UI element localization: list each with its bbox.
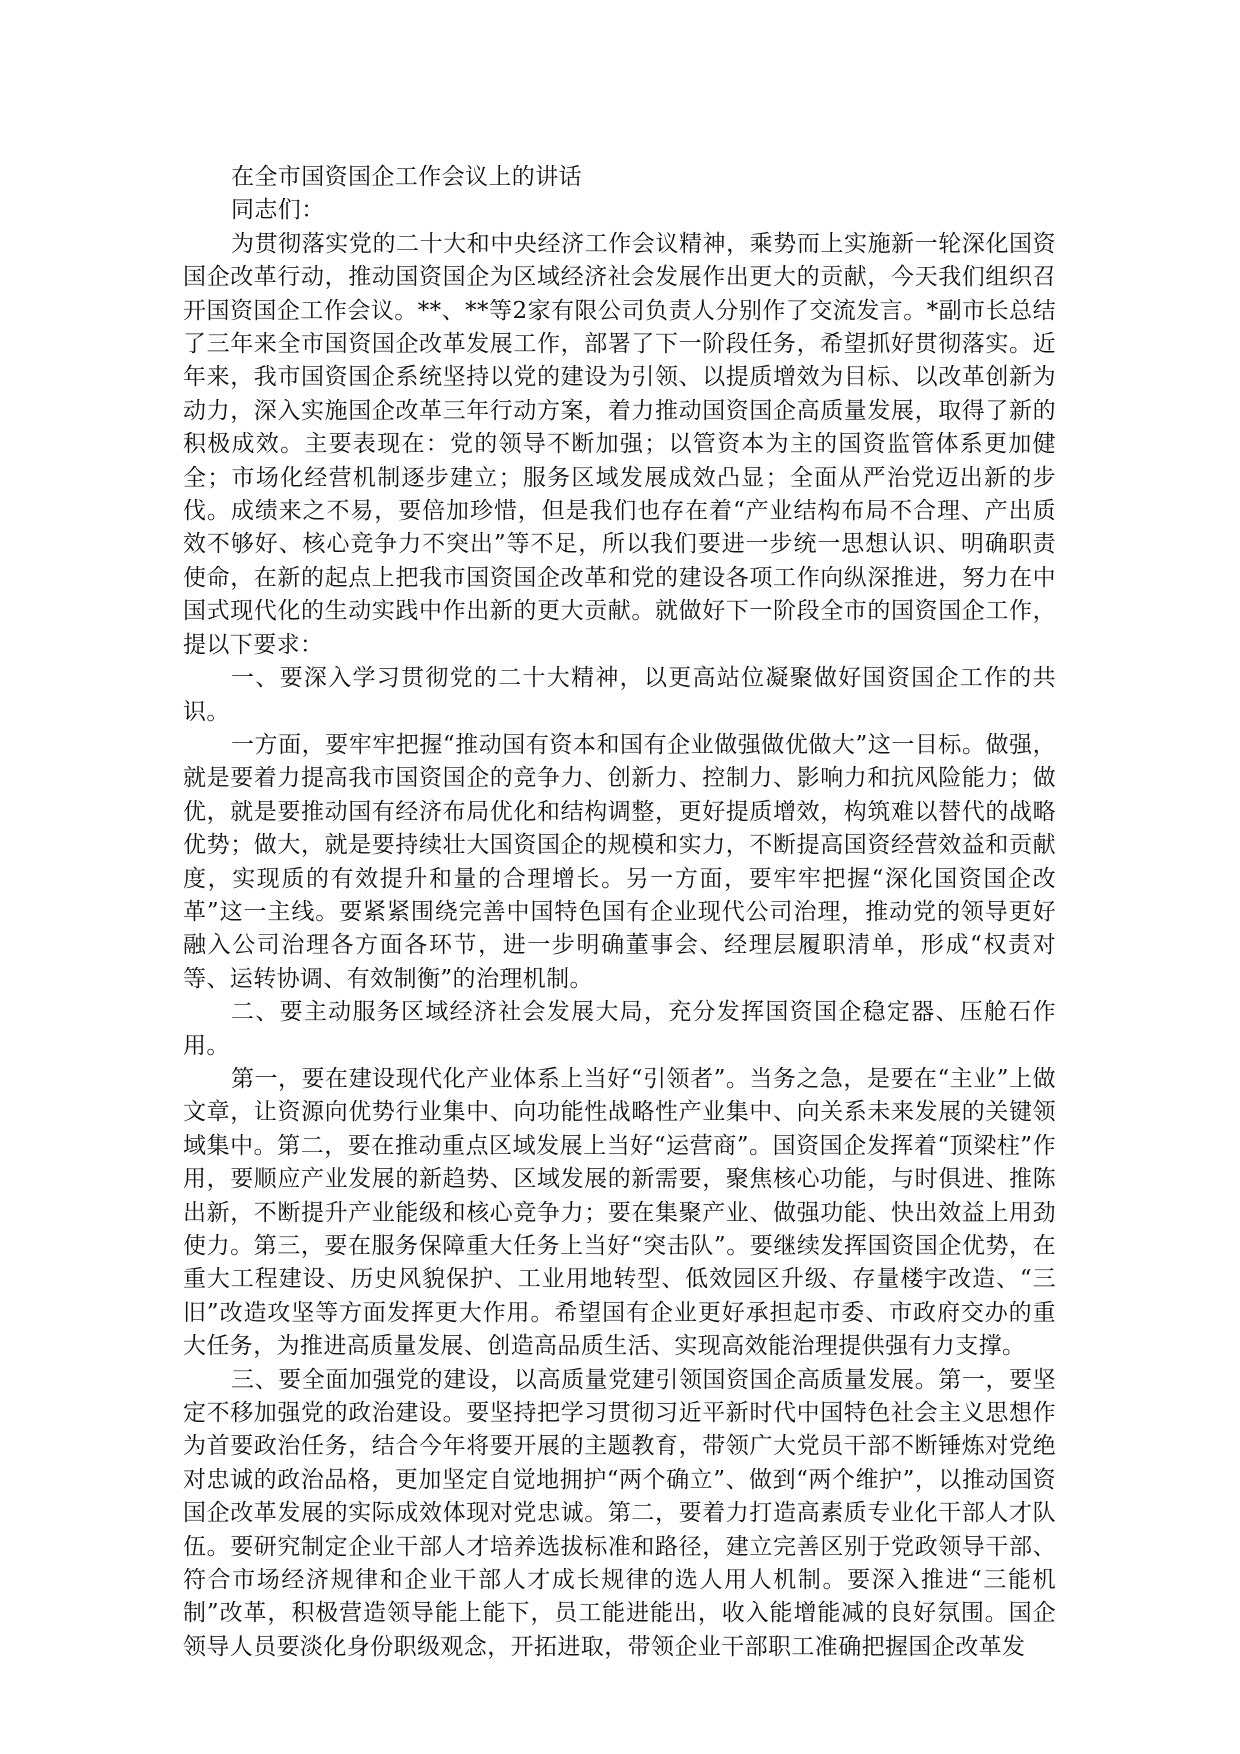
paragraph-section-2: 第一，要在建设现代化产业体系上当好“引领者”。当务之急，是要在“主业”上做文章，让资源向优势行业集中、向功能性战略性产业集中、向关系未来发展的关键领域集中。第二，要在推动重点区域发展上当好“运营商”。国资国企发挥着“顶梁柱”作用，要顺应产业发展的新趋势、区域发展的新需要，聚焦核心功能，与时俱进、推陈出新，不断提升产业能级和核心竞争力；要在集聚产业、做强功能、快出效益上用劲使力。第三，要在服务保障重大任务上当好“突击队”。要继续发挥国资国企优势，在重大工程建设、历史风貌保护、工业用地转型、低效园区升级、存量楼宇改造、“三旧”改造攻坚等方面发挥更大作用。希望国有企业更好承担起市委、市政府交办的重大任务，为推进高质量发展、创造高品质生活、实现高效能治理提供强有力支撑。 [183,1065,1056,1360]
paragraph-intro: 为贯彻落实党的二十大和中央经济工作会议精神，乘势而上实施新一轮深化国资国企改革行动，推动国资国企为区域经济社会发展作出更大的贡献，今天我们组织召开国资国企工作会议。**、**等2家有限公司负责人分别作了交流发言。*副市长总结了三年来全市国资国企改革发展工作，部署了下一阶段任务，希望抓好贯彻落实。近年来，我市国资国企系统坚持以党的建设为引领、以提质增效为目标、以改革创新为动力，深入实施国企改革三年行动方案，着力推动国资国企高质量发展，取得了新的积极成效。主要表现在：党的领导不断加强；以管资本为主的国资监管体系更加健全；市场化经营机制逐步建立；服务区域发展成效凸显；全面从严治党迈出新的步伐。成绩来之不易，要倍加珍惜，但是我们也存在着“产业结构布局不合理、产出质效不够好、核心竞争力不突出”等不足，所以我们要进一步统一思想认识、明确职责使命，在新的起点上把我市国资国企改革和党的建设各项工作向纵深推进，努力在中国式现代化的生动实践中作出新的更大贡献。就做好下一阶段全市的国资国企工作，提以下要求： [183,230,1056,658]
speech-title: 在全市国资国企工作会议上的讲话 [231,164,582,190]
speech-body [183,161,1056,1664]
section-heading-2: 二、要主动服务区域经济社会发展大局，充分发挥国资国企稳定器、压舱石作用。 [183,999,1056,1059]
section-heading-1: 一、要深入学习贯彻党的二十大精神，以更高站位凝聚做好国资国企工作的共识。 [183,665,1056,725]
paragraph-section-1: 一方面，要牢牢把握“推动国有资本和国有企业做强做优做大”这一目标。做强，就是要着力提高我市国资国企的竞争力、创新力、控制力、影响力和抗风险能力；做优，就是要推动国有经济布局优化和结构调整，更好提质增效，构筑难以替代的战略优势；做大，就是要持续壮大国资国企的规模和实力，不断提高国资经营效益和贡献度，实现质的有效提升和量的合理增长。另一方面，要牢牢把握“深化国资国企改革”这一主线。要紧紧围绕完善中国特色国有企业现代公司治理，推动党的领导更好融入公司治理各方面各环节，进一步明确董事会、经理层履职清单，形成“权责对等、运转协调、有效制衡”的治理机制。 [183,731,1056,992]
paragraph-section-3: 三、要全面加强党的建设，以高质量党建引领国资国企高质量发展。第一，要坚定不移加强党的政治建设。要坚持把学习贯彻习近平新时代中国特色社会主义思想作为首要政治任务，结合今年将要开展的主题教育，带领广大党员干部不断锤炼对党绝对忠诚的政治品格，更加坚定自觉地拥护“两个确立”、做到“两个维护”，以推动国资国企改革发展的实际成效体现对党忠诚。第二，要着力打造高素质专业化干部人才队伍。要研究制定企业干部人才培养选拔标准和路径，建立完善区别于党政领导干部、符合市场经济规律和企业干部人才成长规律的选人用人机制。要深入推进“三能机制”改革，积极营造领导能上能下，员工能进能出，收入能增能减的良好氛围。国企领导人员要淡化身份职级观念，开拓进取，带领企业干部职工准确把握国企改革发 [183,1366,1056,1660]
salutation: 同志们： [231,197,325,224]
